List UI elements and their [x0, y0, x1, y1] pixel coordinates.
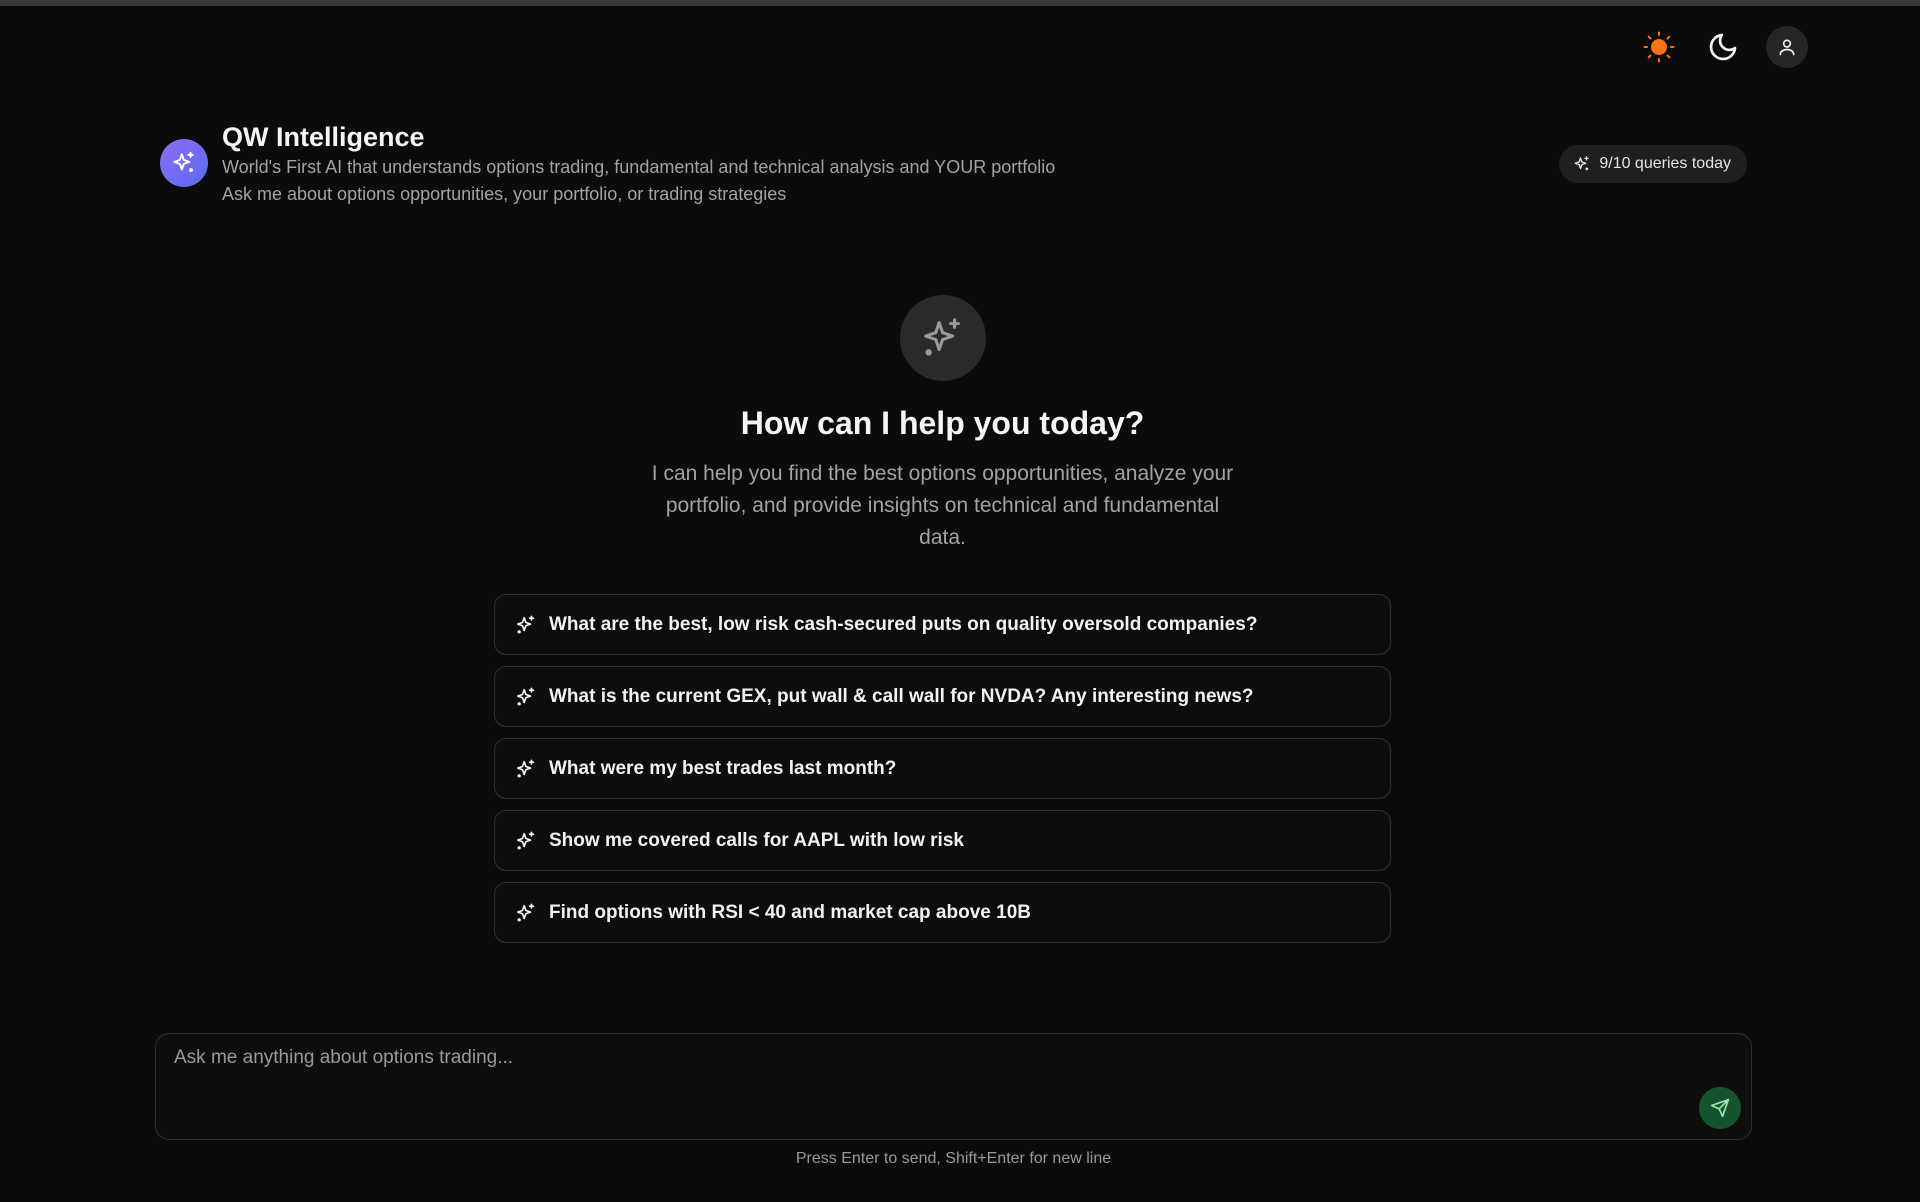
- light-theme-button[interactable]: [1638, 26, 1680, 68]
- suggestion-button[interactable]: [494, 810, 1391, 871]
- sparkles-icon: [515, 758, 537, 780]
- sparkles-icon: [515, 686, 537, 708]
- chat-composer: [155, 1033, 1752, 1140]
- welcome-hero: [0, 295, 1885, 554]
- dark-theme-button[interactable]: [1702, 26, 1744, 68]
- composer-hint: Press Enter to send, Shift+Enter for new line: [795, 1150, 1112, 1167]
- suggestion-button[interactable]: [494, 666, 1391, 727]
- hero-title: How can I help you today?: [740, 405, 1145, 441]
- sparkles-icon: [515, 830, 537, 852]
- sparkles-icon: [920, 315, 966, 361]
- suggestion-label: Find options with RSI < 40 and market cap above 10B: [549, 901, 1031, 923]
- sun-icon: [1642, 30, 1676, 64]
- suggestion-button[interactable]: [494, 882, 1391, 943]
- window-top-strip: [0, 0, 1920, 6]
- sparkles-icon: [515, 614, 537, 636]
- brand-logo: [160, 139, 208, 187]
- suggestion-list: [494, 594, 1391, 943]
- suggestion-label: What were my best trades last month?: [549, 757, 897, 779]
- header-controls: [1638, 26, 1808, 68]
- suggestion-label: Show me covered calls for AAPL with low risk: [549, 829, 964, 851]
- hero-description: I can help you find the best options opportunities, analyze your portfolio, and provide insights on technical and fundamental data.: [651, 462, 1234, 549]
- user-icon: [1777, 37, 1797, 57]
- suggestion-label: What are the best, low risk cash-secured puts on quality oversold companies?: [549, 613, 1258, 635]
- moon-icon: [1707, 31, 1739, 63]
- app-title: QW Intelligence: [222, 122, 425, 152]
- sparkles-icon: [1573, 155, 1591, 173]
- app-subtitle-secondary: Ask me about options opportunities, your portfolio, or trading strategies: [222, 184, 787, 204]
- chat-input[interactable]: [156, 1034, 1751, 1139]
- suggestion-label: What is the current GEX, put wall & call wall for NVDA? Any interesting news?: [549, 685, 1254, 707]
- suggestion-button[interactable]: [494, 594, 1391, 655]
- app-subtitle: World's First AI that understands options trading, fundamental and technical analysis and YOUR portfolio: [222, 157, 1056, 177]
- sparkles-icon: [515, 902, 537, 924]
- quota-badge: [1559, 145, 1747, 183]
- quota-label: 9/10 queries today: [1599, 155, 1731, 172]
- send-icon: [1710, 1098, 1730, 1118]
- user-menu-button[interactable]: [1766, 26, 1808, 68]
- suggestion-button[interactable]: [494, 738, 1391, 799]
- send-button[interactable]: [1699, 1087, 1741, 1129]
- sparkles-icon: [171, 150, 197, 176]
- brand-text: [222, 120, 1055, 208]
- hero-icon-circle: [900, 295, 986, 381]
- app-header: [160, 120, 1055, 208]
